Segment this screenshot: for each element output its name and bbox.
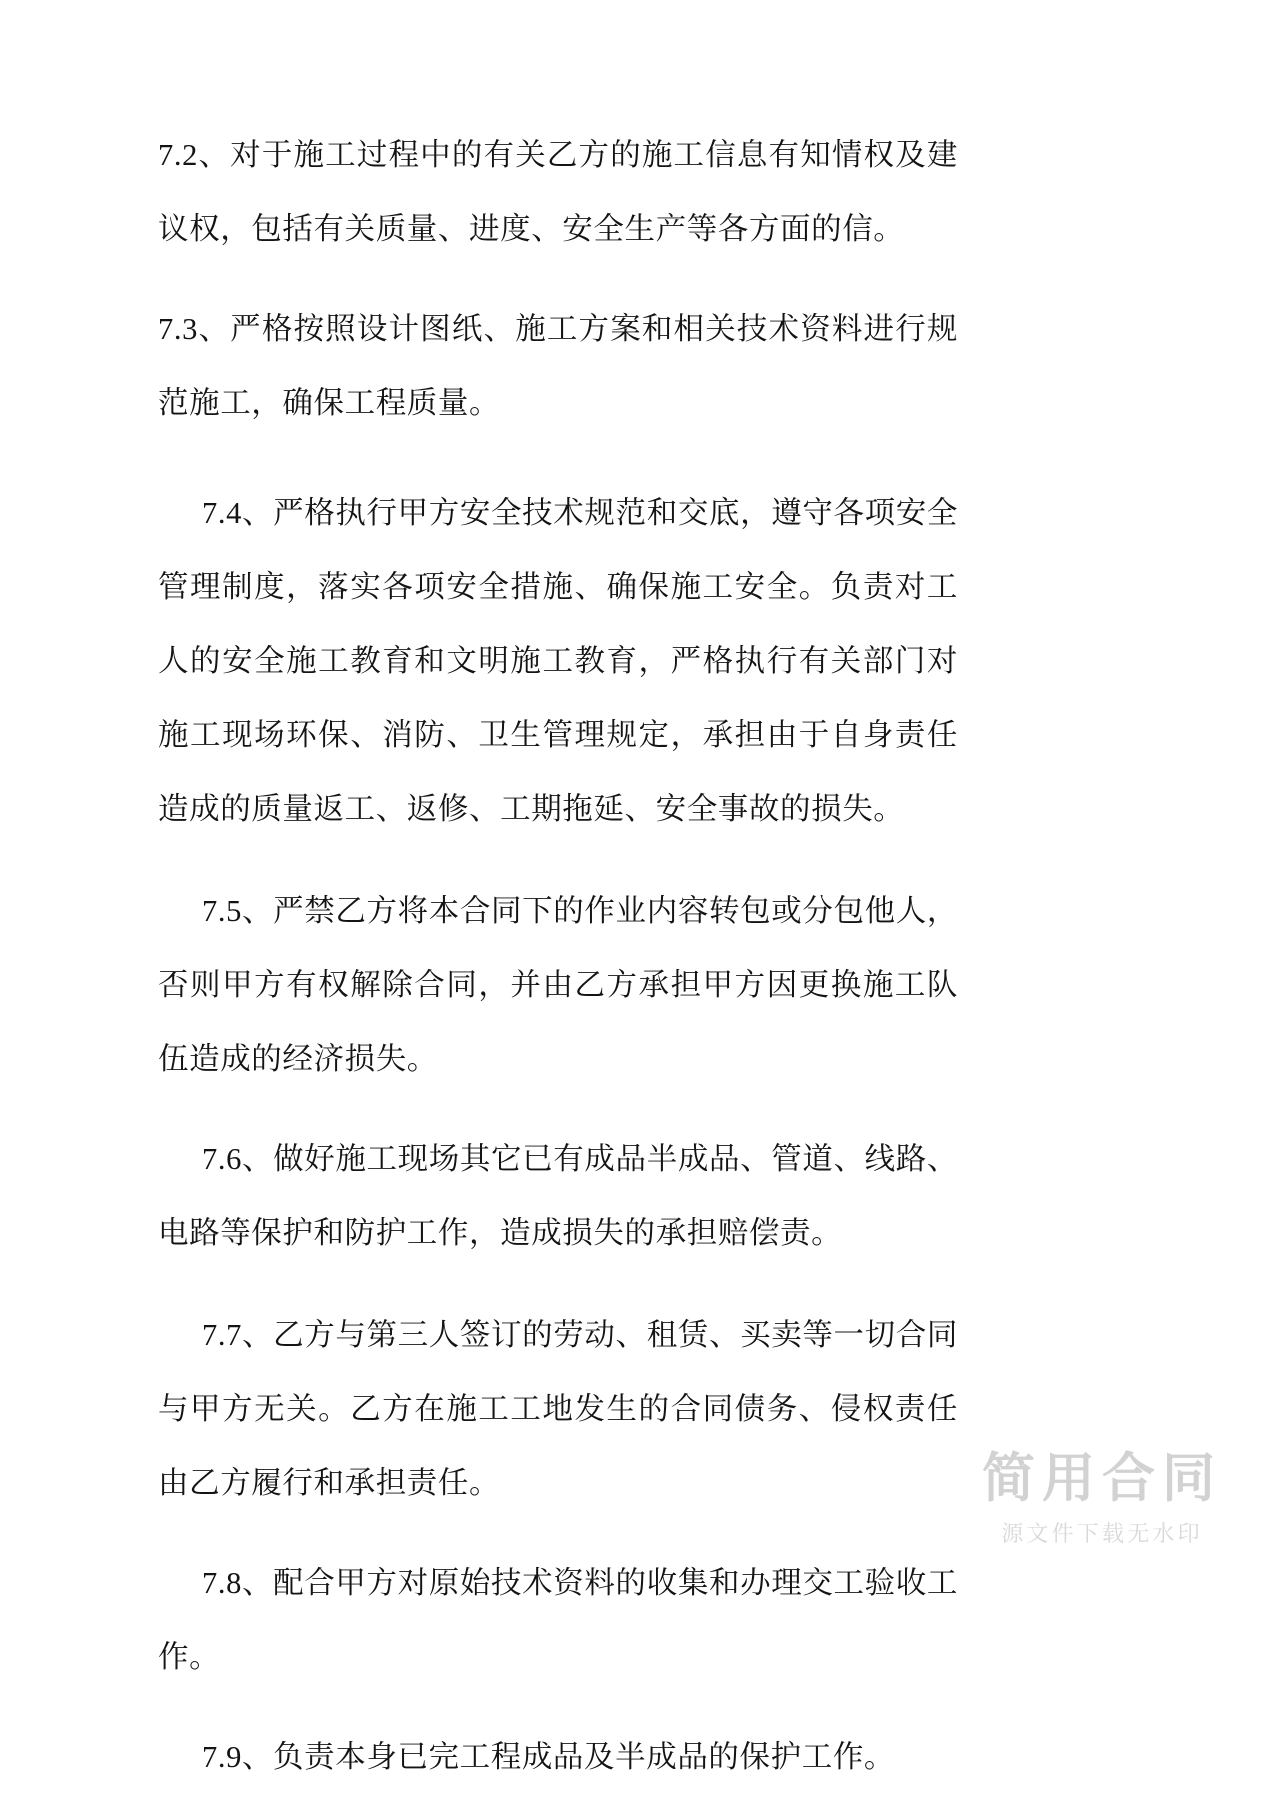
clause-paragraph-7-6: 7.6、做好施工现场其它已有成品半成品、管道、线路、电路等保护和防护工作，造成损失的承担赔偿责。 <box>158 1142 958 1250</box>
watermark-brand-text: 简用合同 <box>982 1447 1222 1509</box>
clause-paragraph-7-2: 7.2、对于施工过程中的有关乙方的施工信息有知情权及建议权，包括有关质量、进度、安全生产等各方面的信。 <box>158 138 958 246</box>
clause-paragraph-7-5: 7.5、严禁乙方将本合同下的作业内容转包或分包他人，否则甲方有权解除合同，并由乙方承担甲方因更换施工队伍造成的经济损失。 <box>158 894 958 1076</box>
clause-paragraph-7-4: 7.4、严格执行甲方安全技术规范和交底，遵守各项安全管理制度，落实各项安全措施、确保施工安全。负责对工人的安全施工教育和文明施工教育，严格执行有关部门对施工现场环保、消防、卫生管理规定，承担由于自身责任造成的质量返工、返修、工期拖延、安全事故的损失。 <box>158 496 958 826</box>
clause-paragraph-7-7: 7.7、乙方与第三人签订的劳动、租赁、买卖等一切合同与甲方无关。乙方在施工工地发生的合同债务、侵权责任由乙方履行和承担责任。 <box>158 1318 958 1500</box>
document-body <box>158 118 958 1794</box>
clause-paragraph-7-9: 7.9、负责本身已完工程成品及半成品的保护工作。 <box>202 1740 896 1774</box>
clause-paragraph-7-8: 7.8、配合甲方对原始技术资料的收集和办理交工验收工作。 <box>158 1566 958 1674</box>
clause-paragraph-7-3: 7.3、严格按照设计图纸、施工方案和相关技术资料进行规范施工，确保工程质量。 <box>158 312 958 420</box>
watermark-subtitle-text: 源文件下载无水印 <box>1001 1522 1203 1547</box>
watermark <box>982 1449 1222 1548</box>
